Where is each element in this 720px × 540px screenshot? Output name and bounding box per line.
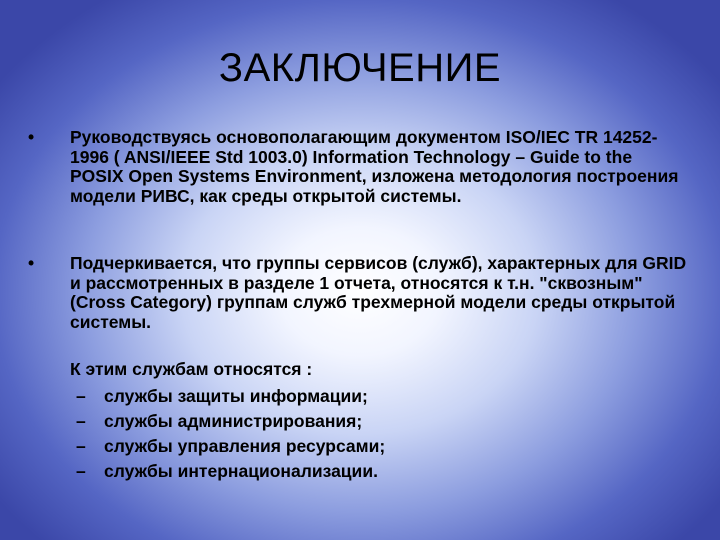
dash-icon: –: [76, 436, 86, 456]
service-item-label: службы защиты информации;: [104, 386, 368, 406]
bullet-text-2: Подчеркивается, что группы сервисов (служб), характерных для GRID и рассмотренных в разделе 1 отчета, относятся к т.н. "сквозным" (Cross Category) группам служб трехмерной модели среды открытой системы.: [70, 253, 687, 332]
slide-title: ЗАКЛЮЧЕНИЕ: [218, 46, 502, 90]
services-list: [76, 384, 385, 484]
service-item-label: службы управления ресурсами;: [104, 436, 386, 456]
service-item-label: службы администрирования;: [104, 411, 363, 431]
service-item-label: службы интернационализации.: [104, 461, 378, 481]
dash-icon: –: [76, 411, 86, 431]
dash-icon: –: [76, 386, 86, 406]
service-item: [76, 384, 385, 409]
service-item: [76, 434, 385, 459]
bullet-dot-icon: •: [28, 253, 35, 273]
dash-icon: –: [76, 461, 86, 481]
service-item: [76, 409, 385, 434]
service-item: [76, 459, 385, 484]
bullet-text-1: Руководствуясь основополагающим документом ISO/IEC TR 14252-1996 ( ANSI/IEEE Std 1003.0) Information Technology – Guide to the POSIX Open Systems Environment, изложена методология построения модели РИВС, как среды открытой системы.: [70, 127, 679, 206]
services-heading: К этим службам относятся :: [70, 359, 313, 379]
bullet-dot-icon: •: [28, 127, 35, 147]
